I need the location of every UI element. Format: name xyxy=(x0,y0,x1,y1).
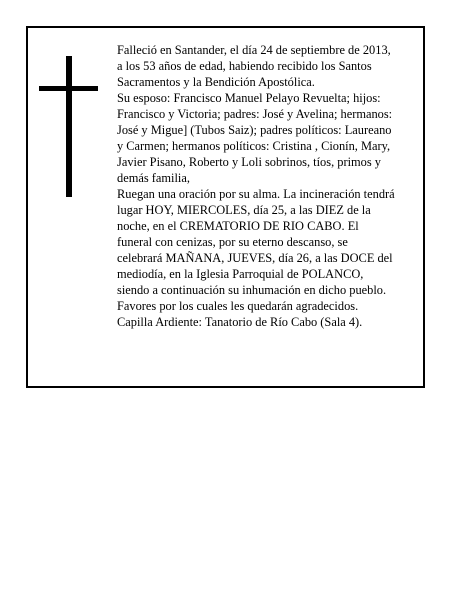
notice-line: Francisco y Victoria; padres: José y Avelina; hermanos: xyxy=(117,107,393,121)
notice-line: mediodía, en la Iglesia Parroquial de POLANCO, xyxy=(117,267,364,281)
notice-line: Javier Pisano, Roberto y Loli sobrinos, tíos, primos y xyxy=(117,155,381,169)
notice-line: Sacramentos y la Bendición Apostólica. xyxy=(117,75,315,89)
notice-text xyxy=(117,42,423,330)
cross-icon-crossbar xyxy=(39,86,98,91)
notice-line: Su esposo: Francisco Manuel Pelayo Revuelta; hijos: xyxy=(117,91,381,105)
notice-line: lugar HOY, MIERCOLES, día 25, a las DIEZ de la xyxy=(117,203,371,217)
notice-line: a los 53 años de edad, habiendo recibido los Santos xyxy=(117,59,372,73)
notice-line: funeral con cenizas, por su eterno descanso, se xyxy=(117,235,348,249)
notice-line: José y Migue] (Tubos Saiz); padres políticos: Laureano xyxy=(117,123,392,137)
notice-line: Favores por los cuales les quedarán agradecidos. xyxy=(117,299,359,313)
notice-line: y Carmen; hermanos políticos: Cristina , Cionín, Mary, xyxy=(117,139,391,153)
notice-line: Falleció en Santander, el día 24 de septiembre de 2013, xyxy=(117,43,391,57)
notice-line: demás familia, xyxy=(117,171,190,185)
notice-line: Ruegan una oración por su alma. La incineración tendrá xyxy=(117,187,395,201)
notice-line: Capilla Ardiente: Tanatorio de Río Cabo (Sala 4). xyxy=(117,315,363,329)
cross-icon xyxy=(66,56,72,197)
notice-line: noche, en el CREMATORIO DE RIO CABO. El xyxy=(117,219,359,233)
notice-line: celebrará MAÑANA, JUEVES, día 26, a las DOCE del xyxy=(117,251,393,265)
notice-line: siendo a continuación su inhumación en dicho pueblo. xyxy=(117,283,387,297)
obituary-notice xyxy=(26,26,425,388)
